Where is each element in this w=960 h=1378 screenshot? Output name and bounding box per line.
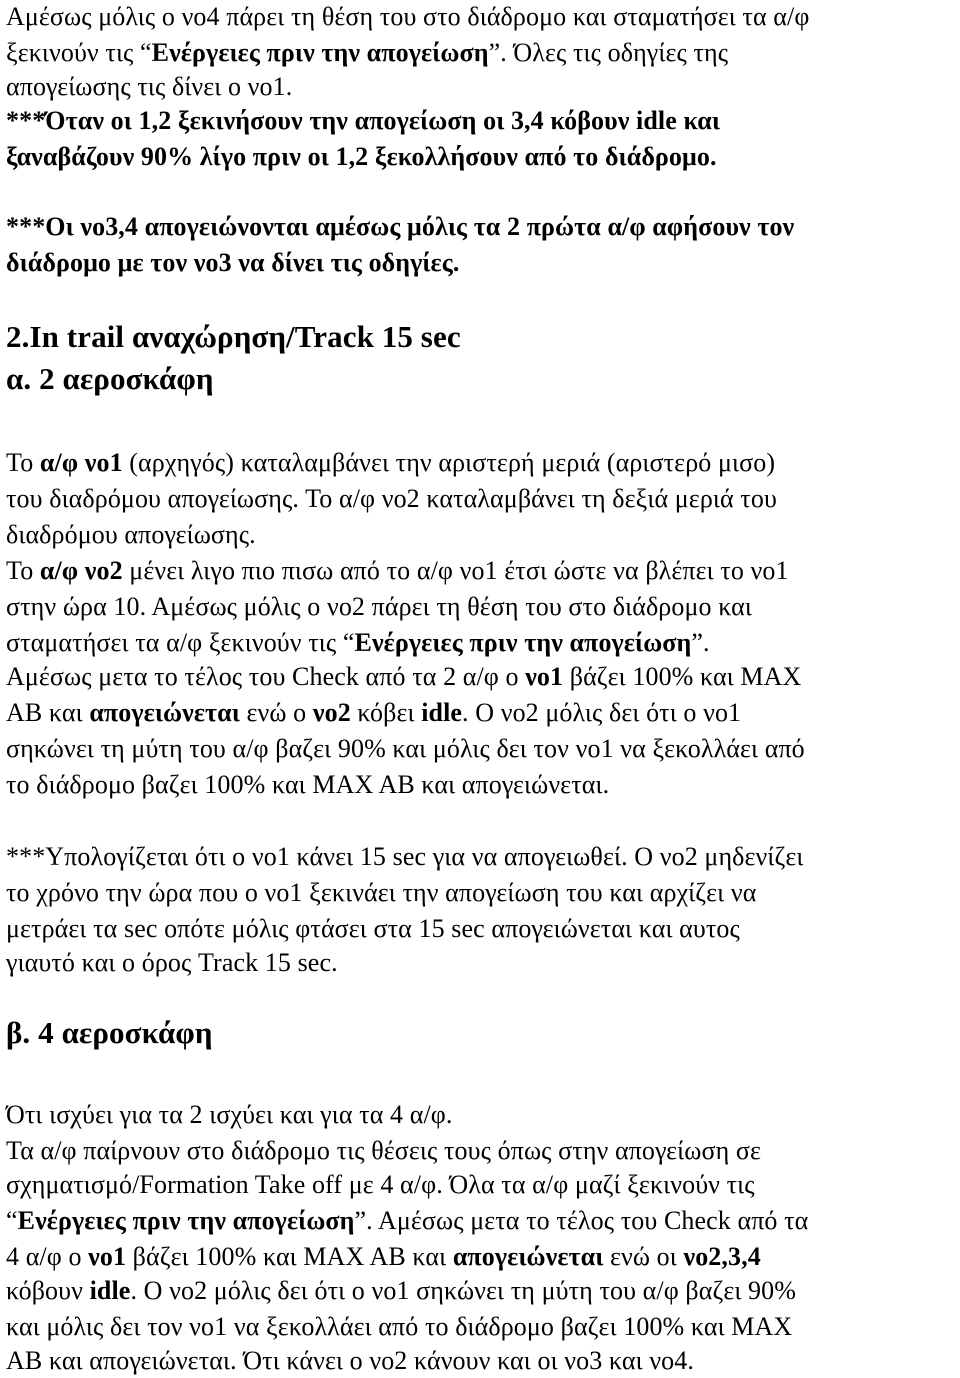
text-run: το χρόνο την ώρα που ο νο1 ξεκινάει την απογείωση του και αρχίζει να <box>6 878 757 907</box>
text-run: του διαδρόμου απογείωσης. Το α/φ νο2 καταλαμβάνει τη δεξιά μεριά του <box>6 484 777 513</box>
bold-text-run: νο2,3,4 <box>683 1242 761 1271</box>
text-run: ενώ ο <box>239 698 313 727</box>
text-run: ξεκινούν τις “ <box>6 38 152 67</box>
text-line <box>6 1204 808 1238</box>
text-run: Το <box>6 556 40 585</box>
section-heading-in-trail <box>6 320 461 354</box>
text-run: Ότι ισχύει για τα 2 ισχύει και για τα 4 α/φ. <box>6 1100 453 1129</box>
text-line <box>6 210 794 244</box>
text-run: ”. Αμέσως μετα το τέλος του Check από τα <box>354 1206 809 1235</box>
text-run: . Ο νο2 μόλις δει ότι ο νο1 σηκώνει τη μύτη του α/φ βαζει 90% <box>130 1276 796 1305</box>
text-line <box>6 1098 453 1132</box>
text-line <box>6 1168 755 1202</box>
bold-text-run: α/φ νο1 <box>39 448 123 477</box>
bold-text-run: 2.In trail αναχώρηση/Track 15 sec <box>6 319 461 354</box>
bold-text-run: Ενέργειες πριν την απογείωση <box>151 38 489 67</box>
text-line <box>6 946 338 980</box>
text-run: μετράει τα sec οπότε μόλις φτάσει στα 15 sec απογειώνεται και αυτος <box>6 914 740 943</box>
bold-text-run: νο1 <box>88 1242 127 1271</box>
text-line <box>6 696 741 730</box>
text-run: διαδρόμου απογείωσης. <box>6 520 256 549</box>
text-run: σηκώνει τη μύτη του α/φ βαζει 90% και μόλις δει τον νο1 να ξεκολλάει από <box>6 734 805 763</box>
text-run: το διάδρομο βαζει 100% και MAX AB και απογειώνεται. <box>6 770 610 799</box>
bold-text-run: νο2 <box>312 698 351 727</box>
text-line <box>6 626 710 660</box>
bold-text-run: α. 2 αεροσκάφη <box>6 361 214 396</box>
text-run: ”. <box>691 628 710 657</box>
bold-text-run: α/φ νο2 <box>39 556 123 585</box>
bold-text-run: νο1 <box>525 662 564 691</box>
bold-text-run: ξαναβάζουν 90% λίγο πριν οι 1,2 ξεκολλήσουν από το διάδρομο. <box>6 142 717 171</box>
text-run: ”. Όλες τις οδηγίες της <box>488 38 729 67</box>
text-line <box>6 768 609 802</box>
text-line <box>6 446 775 480</box>
text-run: βάζει 100% και MAX <box>563 662 802 691</box>
bold-text-run: idle <box>421 698 463 727</box>
bold-text-run: διάδρομο με τον νο3 να δίνει τις οδηγίες. <box>6 248 460 277</box>
text-line <box>6 554 789 588</box>
text-line <box>6 104 720 138</box>
text-run: μένει λιγο πιο πισω από το α/φ νο1 έτσι ώστε να βλέπει το νο1 <box>122 556 789 585</box>
bold-text-run: Ενέργειες πριν την απογείωση <box>354 628 692 657</box>
text-line <box>6 660 801 694</box>
text-run: “ <box>6 1206 18 1235</box>
text-run: ***Υπολογίζεται ότι ο νο1 κάνει 15 sec για να απογειωθεί. Ο νο2 μηδενίζει <box>6 842 804 871</box>
text-run: Το <box>6 448 40 477</box>
bold-text-run: απογειώνεται <box>452 1242 604 1271</box>
text-run: γιαυτό και ο όρος Track 15 sec. <box>6 948 338 977</box>
bold-text-run: απογειώνεται <box>89 698 240 727</box>
text-run: σχηματισμό/Formation Take off με 4 α/φ. Όλα τα α/φ μαζί ξεκινούν τις <box>6 1170 755 1199</box>
text-run: σταματήσει τα α/φ ξεκινούν τις “ <box>6 628 355 657</box>
text-run: και μόλις δει τον νο1 να ξεκολλάει από το διάδρομο βαζει 100% και MAX <box>6 1312 793 1341</box>
text-line <box>6 1240 761 1274</box>
text-run: στην ώρα 10. Αμέσως μόλις ο νο2 πάρει τη θέση του στο διάδρομο και <box>6 592 752 621</box>
text-run: κόβει <box>350 698 422 727</box>
text-line <box>6 840 803 874</box>
text-run: κόβουν <box>6 1276 90 1305</box>
text-line <box>6 140 717 174</box>
text-run: 4 α/φ ο <box>6 1242 89 1271</box>
text-line <box>6 732 805 766</box>
text-run: (αρχηγός) καταλαμβάνει την αριστερή μεριά (αριστερό μισο) <box>122 448 776 477</box>
text-run: . Ο νο2 μόλις δει ότι ο νο1 <box>462 698 742 727</box>
text-line <box>6 1274 796 1308</box>
text-run: Αμέσως μετα το τέλος του Check από τα 2 α/φ ο <box>6 662 526 691</box>
text-line <box>6 0 809 34</box>
text-line <box>6 482 777 516</box>
text-line <box>6 36 728 70</box>
text-run: AB και απογειώνεται. Ότι κάνει ο νο2 κάνουν και οι νο3 και νο4. <box>6 1346 694 1375</box>
text-line <box>6 1134 761 1168</box>
text-line <box>6 590 752 624</box>
bold-text-run: Ενέργειες πριν την απογείωση <box>17 1206 355 1235</box>
text-run: AB και <box>6 698 90 727</box>
text-run: βάζει 100% και MAX AB και <box>126 1242 453 1271</box>
text-run: ενώ οι <box>603 1242 684 1271</box>
text-line <box>6 912 740 946</box>
text-line <box>6 876 756 910</box>
text-line <box>6 1344 694 1378</box>
text-run: Τα α/φ παίρνουν στο διάδρομο τις θέσεις τους όπως στην απογείωση σε <box>6 1136 762 1165</box>
subheading-2-aircraft <box>6 362 214 396</box>
bold-text-run: ***Οι νο3,4 απογειώνονται αμέσως μόλις τα 2 πρώτα α/φ αφήσουν τον <box>6 212 795 241</box>
text-line <box>6 1310 792 1344</box>
text-run: Αμέσως μόλις ο νο4 πάρει τη θέση του στο διάδρομο και σταματήσει τα α/φ <box>6 2 810 31</box>
text-line <box>6 518 256 552</box>
bold-text-run: ***Όταν οι 1,2 ξεκινήσουν την απογείωση οι 3,4 κόβουν idle και <box>6 106 721 135</box>
text-line <box>6 246 459 280</box>
subheading-4-aircraft <box>6 1016 213 1050</box>
bold-text-run: β. 4 αεροσκάφη <box>6 1015 213 1050</box>
text-line <box>6 70 292 104</box>
bold-text-run: idle <box>89 1276 131 1305</box>
text-run: απογείωσης τις δίνει ο νο1. <box>6 72 293 101</box>
